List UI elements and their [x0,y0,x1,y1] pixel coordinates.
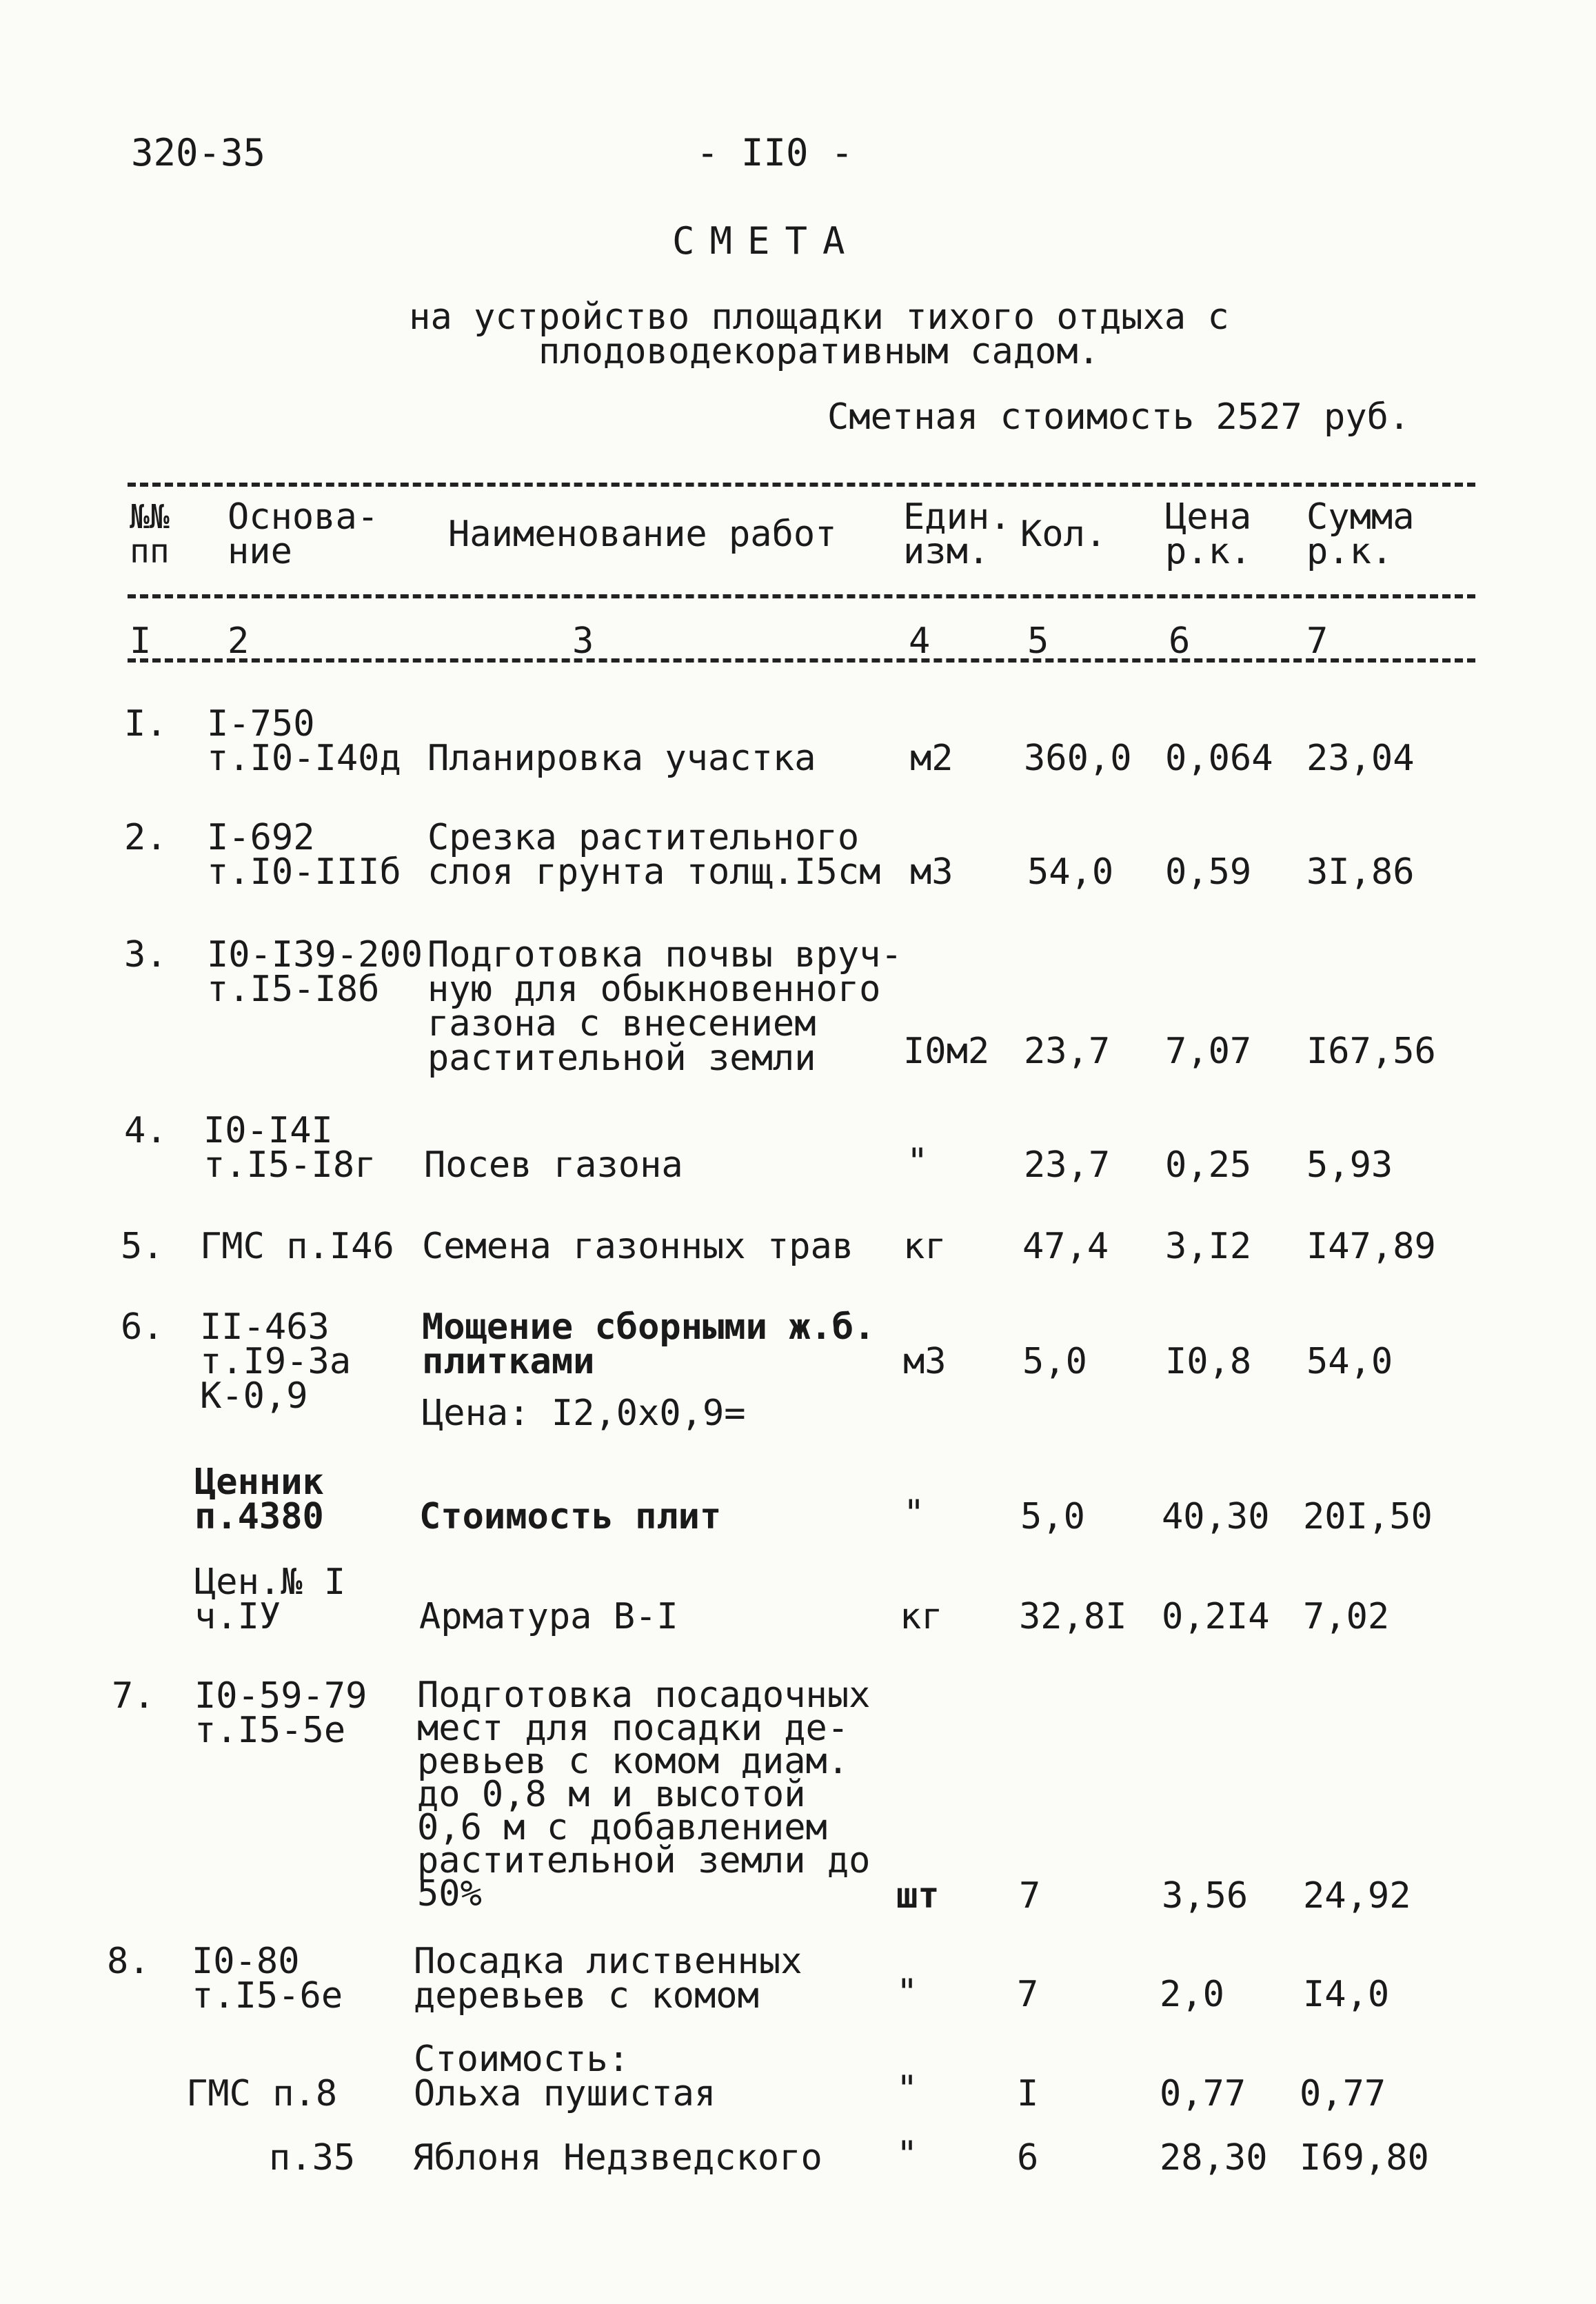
row-basis: Цен.№ I ч.IУ [194,1562,346,1637]
row-sum: 24,92 [1303,1875,1411,1917]
row-qty: 47,4 [1022,1226,1109,1267]
col-number: 7 [1306,620,1329,662]
col-header-qty: Кол. [1020,514,1107,555]
row-basis: I0-59-79 т.I5-5е [194,1675,367,1751]
row-qty: 54,0 [1027,851,1114,893]
row-basis: п.35 [269,2137,356,2179]
row-unit: " [896,2068,918,2110]
row-sum: 7,02 [1303,1596,1390,1637]
row-price: 7,07 [1165,1031,1252,1072]
table-top-rule [128,483,1475,487]
row-basis: I-692 т.I0-IIIб [207,817,401,893]
row-name: Планировка участка [427,738,816,779]
row-num: 4. [124,1110,168,1151]
row-qty: I [1017,2073,1039,2114]
row-qty: 6 [1017,2137,1039,2179]
row-unit: " [896,1972,918,2013]
header-bottom-rule [128,594,1475,598]
row-basis: I0-80 т.I5-6е [192,1941,343,2017]
row-note: Цена: I2,0х0,9= [422,1393,746,1434]
row-price: 2,0 [1160,1974,1224,2015]
row-price: 0,064 [1165,738,1273,779]
row-sum: 54,0 [1306,1341,1393,1382]
col-number: 5 [1027,620,1049,662]
row-price: I0,8 [1165,1341,1252,1382]
row-sum: 23,04 [1306,738,1415,779]
col-header-sum: Сумма р.к. [1306,496,1415,572]
row-price: 0,59 [1165,851,1252,893]
row-name: Подготовка посадочных мест для посадки де- ревьев с комом диам. до 0,8 м и высотой 0,6 м с добавлением растительной земли до 50% [417,1675,871,1914]
col-number: 4 [909,620,931,662]
col-header-num: №№ пп [130,498,170,571]
row-name: Арматура В-I [419,1596,678,1637]
row-price: 3,I2 [1165,1226,1252,1267]
row-unit: кг [900,1596,943,1637]
row-sum: I67,56 [1306,1031,1436,1072]
row-qty: 7 [1017,1974,1039,2015]
row-name: Посадка лиственных деревьев с комом [414,1941,802,2017]
row-unit: " [903,1493,925,1534]
row-name: Подготовка почвы вруч- ную для обыкновенного газона с внесением растительной земли [427,934,902,1079]
row-sum: I69,80 [1300,2137,1429,2179]
row-name: Мощение сборными ж.б. плитками [422,1306,876,1382]
row-sum: 20I,50 [1303,1496,1433,1537]
row-name: Семена газонных трав [422,1226,854,1267]
row-num: I. [124,703,168,745]
row-price: 0,25 [1165,1144,1252,1186]
row-basis: I0-I4I т.I5-I8г [203,1110,376,1186]
col-header-basis: Основа- ние [228,496,379,572]
row-price: 0,2I4 [1162,1596,1270,1637]
row-basis: I0-I39-200 т.I5-I8б [207,934,423,1010]
col-number: I [130,620,152,662]
col-number: 3 [572,620,594,662]
row-name: Срезка растительного слоя грунта толщ.I5см [427,817,881,893]
row-sum: I4,0 [1303,1974,1390,2015]
row-basis: II-463 т.I9-3а К-0,9 [200,1306,352,1417]
row-name: Яблоня Недзведского [412,2137,822,2179]
row-qty: 5,0 [1020,1496,1085,1537]
row-qty: 32,8I [1019,1596,1127,1637]
row-qty: 7 [1019,1875,1041,1917]
row-sum: 5,93 [1306,1144,1393,1186]
col-header-unit: Един. изм. [903,496,1011,572]
row-price: 3,56 [1162,1875,1249,1917]
page-code: 320-35 [131,131,266,174]
col-number: 6 [1169,620,1191,662]
row-num: 2. [124,817,168,858]
row-sum: 3I,86 [1306,851,1415,893]
row-sum: 0,77 [1300,2073,1386,2114]
estimated-cost: Сметная стоимость 2527 руб. [827,396,1411,438]
row-price: 40,30 [1162,1496,1270,1537]
row-basis: I-750 т.I0-I40д [207,703,401,779]
row-basis: ГМС п.I46 [200,1226,394,1267]
row-num: 5. [121,1226,164,1267]
row-basis: Ценник п.4380 [194,1462,324,1537]
col-header-price: Цена р.к. [1165,496,1252,572]
column-numbers-rule [128,658,1475,663]
col-number: 2 [228,620,250,662]
row-sum: I47,89 [1306,1226,1436,1267]
row-num: 6. [121,1306,164,1348]
row-num: 3. [124,934,168,976]
row-unit: I0м2 [903,1031,990,1072]
row-unit: кг [903,1226,947,1267]
row-num: 8. [107,1941,150,1982]
row-num: 7. [112,1675,155,1717]
page-number: - II0 - [696,131,853,174]
row-unit: шт [896,1875,940,1917]
document-title: СМЕТА [672,219,860,263]
row-unit: м2 [910,738,953,779]
row-basis: ГМС п.8 [186,2073,338,2114]
row-qty: 360,0 [1024,738,1132,779]
row-qty: 23,7 [1024,1031,1111,1072]
row-unit: м3 [903,1341,947,1382]
row-unit: м3 [910,851,953,893]
row-unit: " [907,1141,929,1182]
row-price: 28,30 [1160,2137,1268,2179]
row-qty: 5,0 [1022,1341,1087,1382]
row-name: Посев газона [424,1144,683,1186]
row-price: 0,77 [1160,2073,1246,2114]
document-subtitle: на устройство площадки тихого отдыха с плодоводекоративным садом. [409,296,1229,372]
col-header-name: Наименование работ [448,514,837,555]
row-name: Стоимость: Ольха пушистая [414,2039,716,2114]
row-unit: " [896,2134,918,2175]
row-name: Стоимость плит [419,1496,722,1537]
row-qty: 23,7 [1024,1144,1111,1186]
